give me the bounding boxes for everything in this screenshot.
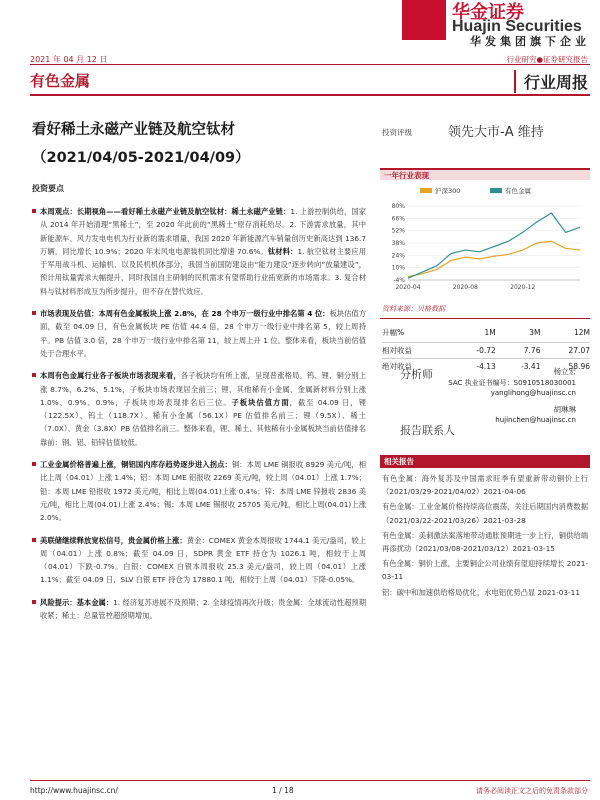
table-cell: 27.07 (540, 342, 590, 358)
related-report-item[interactable]: 铝：碳中和加速供给格局优化，水电铝优势凸显 2021-03-11 (382, 587, 580, 597)
related-reports-list (382, 472, 588, 601)
chart-legend-swatch (490, 188, 502, 193)
table-header: 12M (573, 328, 590, 338)
logo-en-text: Huajin Securities (452, 18, 582, 35)
page-title: 看好稀土永磁产业链及航空钛材 (32, 122, 235, 138)
bullet-lead: 风险提示：基本金属： (40, 597, 114, 607)
contact-email[interactable]: hujinchen@huajinsc.cn (495, 416, 576, 424)
chart-x-tick-label: 2020-08 (452, 284, 478, 291)
header-divider-thick (30, 94, 590, 96)
bullet-lead: 工业金属价格普遍上涨，铜铝国内库存趋势逐步进入拐点： (40, 460, 232, 470)
related-report-item[interactable]: 有色金属：美刺激法案落地带动通胀预期进一步上行，铜供给端再添扰动（2021/03/08-2021/03/12）2021-03-15 (382, 530, 588, 554)
table-header: 升幅% (382, 328, 405, 338)
bullet-lead: 本周有色金属行业各子板块市场表现来看， (40, 371, 181, 381)
related-report-item[interactable]: 有色金属：海外复苏及中国需求旺季有望重新带动铜价上行（2021/03/29-2021/04/02）2021-04-06 (382, 474, 588, 497)
footer-url[interactable]: http://www.huajinsc.cn/ (30, 786, 118, 795)
bullet-paragraph (32, 458, 366, 524)
related-report-item[interactable]: 有色金属：工业金属价格持续高位震荡，关注后期国内消费数据（2021/03/22-2021/03/26）2021-03-28 (382, 502, 588, 525)
bullet-lead: 市场表现及估值：本周有色金属板块上涨 2.8%，在 28 个申万一级行业中排名第 4 位： (40, 309, 330, 319)
bullet-body-2: ，截至 04.09 日，锂（122.5X）、钨土（118.7X）、稀有小金属（56.1X）PE 估值排名前三；锂（9.5X）、稀土（7.0X）、黄金（3.8X）PB 估值排名前三。整体来看，锂、稀土、其他稀有小金属板块当前估值排名靠前：钢、铝、铅锌估值较低。 (40, 397, 366, 447)
bullet-body: 各子板块均有所上涨，呈现普涨格局。钨、锂、铜分别上涨 8.7%、6.2%、5.1%，子板块市场表现居全前三；锂、其他稀有小金属、金属新材料分别上涨 1.0%、0.9%、0.9%，子板块市场表现排名后三位。 (40, 371, 367, 407)
bullet-icon (32, 538, 36, 542)
bullet-paragraph (32, 369, 366, 449)
bullet-body-2: 1. 航空钛材主要应用于军用战斗机、运输机、以及民机机体部分，我国当前国防建设由“能力建设”逐步转向“放量建设”，预计用钛量需求大幅提升，同时我国自主研制的民机需求有望帮助行业拓宽新的市场需求。3. 复合材料与钛材料形成互为所步提升，但不存在替代效应。 (40, 246, 367, 296)
table-row (382, 342, 590, 358)
page-number: 1 / 18 (272, 786, 294, 795)
chart-legend-swatch (420, 188, 432, 193)
report-subtag: 行业研究●证券研究报告 (506, 55, 588, 64)
report-type: 行业周报 (514, 70, 588, 93)
page-period: （2021/04/05-2021/04/09） (32, 150, 250, 166)
footer-divider (30, 780, 590, 781)
chart-y-tick-label: 80% (391, 203, 405, 210)
chart-x-tick-label: 2020-04 (395, 284, 421, 291)
bullet-icon (32, 373, 36, 377)
sector-title: 有色金属 (30, 72, 91, 90)
chart-y-tick-label: 66% (391, 215, 405, 223)
analyst-name: 杨立宏 (553, 367, 576, 376)
bullet-paragraph (32, 534, 366, 587)
table-cell: 绝对收益 (382, 358, 451, 374)
table-cell: 58.96 (540, 358, 590, 374)
performance-chart-svg (380, 182, 590, 300)
bullet-lead: 美联储继续释放宽松信号，贵金属价格上涨： (40, 535, 187, 545)
table-cell: 相对收益 (382, 342, 451, 358)
rating-label: 投资评级 (382, 128, 412, 137)
chart-legend-label: 有色金属 (505, 187, 531, 195)
contact-name: 胡琳琳 (553, 405, 576, 414)
bullet-icon (32, 462, 36, 466)
bullet-lead-2: 子板块估值方面 (231, 397, 290, 407)
chart-source: 资料来源：贝格数据 (382, 305, 445, 313)
chart-x-tick-label: 2020-12 (510, 284, 536, 291)
rating-value: 领先大市-A 维持 (448, 125, 544, 140)
key-points-list (32, 205, 366, 631)
header-divider (30, 64, 590, 65)
performance-header: 一年行业表现 (380, 168, 590, 180)
bullet-body: 1. 经济复苏进展不及预期；2. 全球疫情再次升级；贵金属：全球流动性超预期收紧；稀土：总量管控超预期增加。 (40, 597, 367, 621)
group-line: 华发集团旗下企业 (470, 35, 590, 48)
related-report-item[interactable]: 有色金属：铜价上涨，主要铜企公司业绩有望迎持续增长 2021-03-11 (382, 559, 588, 582)
bullet-body: 1. 上游控制供给，国家从 2014 年开始清理“黑稀土”，至 2020 年此前的“黑稀土”原存消耗殆尽。2. 下游需求放量，其中新能源车、风力发电电机为行业新的需求增量，我国 2020 年新能源汽车销量创历史新高达到 136.7 万辆，同比增长 10.9%；2020 年末风电电源装机同比增速 70.6%。 (40, 207, 367, 256)
bullet-lead-2: 钛材料： (267, 246, 298, 256)
analyst-role: 分析师 (400, 368, 433, 381)
bullet-paragraph (32, 205, 366, 298)
bullet-body: 铜：本周 LME 铜报收 8929 美元/吨，相比上周（04.01）上涨 1.4%；铝：本周 LME 铝报收 2269 美元/吨，较上周（04.01）上涨 1.7%；铅：本周 LME 铅报收 1972 美元/吨，相比上周(04.01)上涨 0.4%；锌：本周 LME 锌报收 2836 美元/吨，相比上周(04.01)上涨 2.4%；锡：本周 LME 锡报收 25705 美元/吨，相比上周(04.01)上涨 2.0%。 (40, 460, 367, 523)
chart-divider (380, 318, 590, 319)
chart-y-tick-label: 24% (391, 252, 405, 260)
table-header-row (382, 324, 590, 342)
table-cell: -3.41 (496, 358, 541, 374)
chart-y-tick-label: 38% (391, 240, 405, 247)
performance-chart (380, 182, 590, 300)
analyst-email[interactable]: yanglihong@huajinsc.cn (490, 389, 576, 397)
logo-cn-text: 华金证券 (452, 2, 524, 23)
table-cell: -0.72 (451, 342, 496, 358)
bullet-body: 黄金：COMEX 黄金本周报收 1744.1 美元/盎司，较上周（04.01）上涨 0.8%；截至 04.09 日，SDPR 黄金 ETF 持仓为 1026.1 吨，相较于上周（04.01）下跌-0.7%。白银：COMEX 白银本周报收 25.3 美元/盎司，较上周（04.01）上涨 1.1%；截至 04.09 日，SLV 白银 ETF 持仓为 17880.1 吨，相较于上周（04.01）下降-0.05%。 (40, 535, 366, 585)
chart-y-tick-label: -4% (393, 277, 405, 284)
bullet-paragraph (32, 596, 366, 623)
bullet-body: 板块估值方面，截至 04.09 日，有色金属板块 PE 估值 44.4 倍，28 个申万一级行业中排名第 5，较上周持平。PB 估值 3.0 倍，28 个申万一级行业中排名第 11，较上周上升 1 位。整体来看，板块当前估值处于合理水平。 (40, 309, 367, 358)
contact-role: 报告联系人 (400, 424, 455, 437)
key-points-label: 投资要点 (32, 184, 64, 193)
chart-legend-label: 沪深300 (435, 187, 461, 195)
table-cell: 7.76 (496, 342, 541, 358)
bullet-lead: 本周观点：长期视角——看好稀土永磁产业链及航空钛材：稀土永磁产业链： (40, 207, 291, 216)
footer-disclaimer: 请务必阅读正文之后的免责条款部分 (476, 787, 588, 795)
chart-y-tick-label: 10% (391, 264, 405, 272)
analyst-sac: SAC 执业证书编号：S0910518030001 (448, 379, 576, 387)
bullet-paragraph (32, 307, 366, 360)
bullet-icon (32, 600, 36, 604)
table-cell: -4.13 (451, 358, 496, 374)
table-header: 3M (529, 328, 541, 338)
table-header: 1M (484, 328, 496, 338)
bullet-icon (32, 311, 36, 315)
chart-series-line (408, 213, 580, 278)
chart-y-tick-label: 52% (391, 227, 405, 235)
bullet-icon (32, 209, 36, 213)
related-reports-header: 相关报告 (380, 455, 590, 468)
report-date: 2021 年 04 月 12 日 (30, 55, 108, 64)
